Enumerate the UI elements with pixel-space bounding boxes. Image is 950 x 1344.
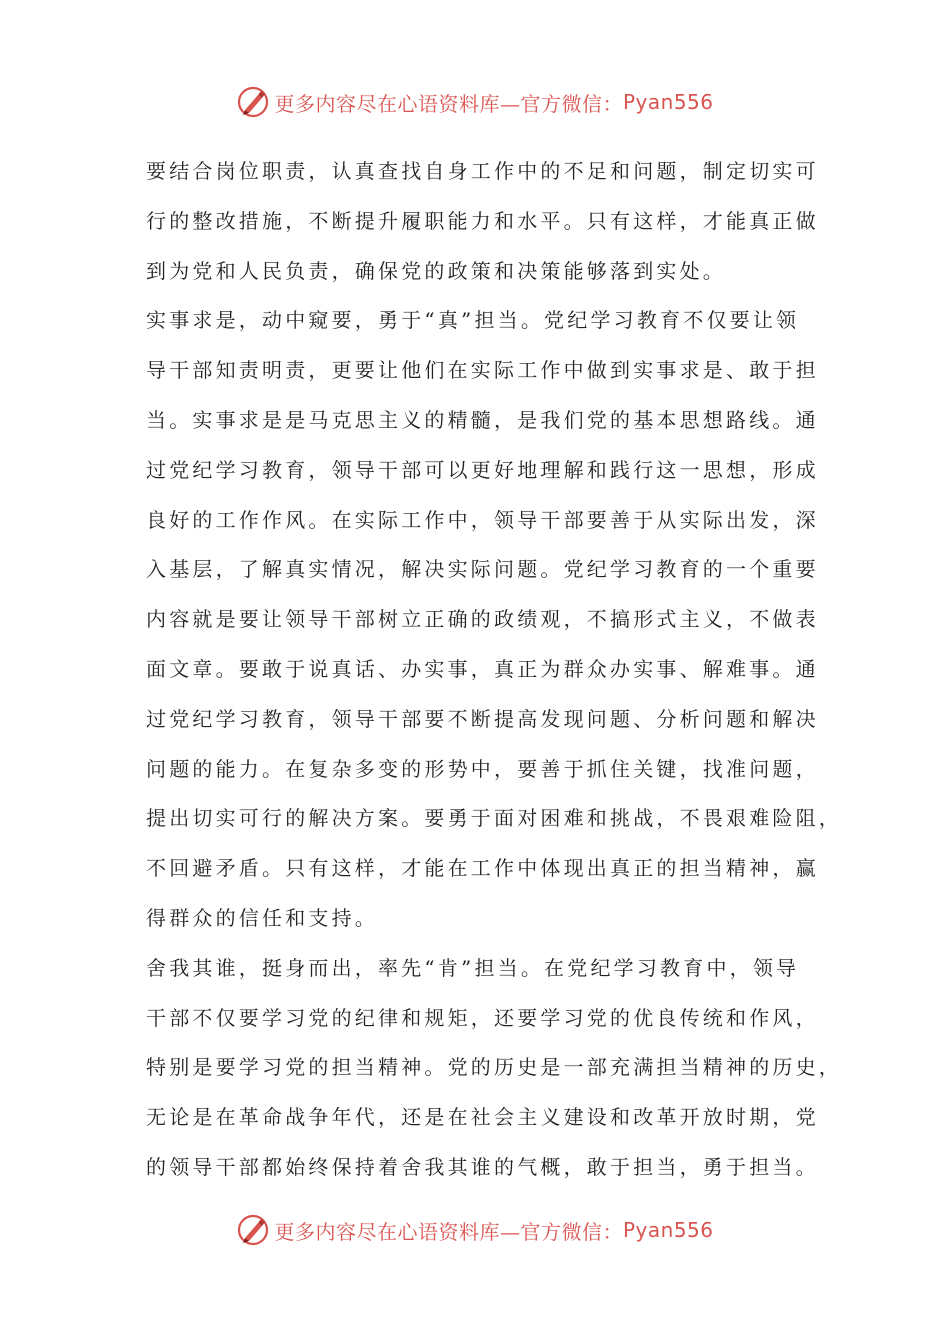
text-line: 导干部知责明责，更要让他们在实际工作中做到实事求是、敢于担 xyxy=(146,358,819,383)
text-line: 行的整改措施，不断提升履职能力和水平。只有这样，才能真正做 xyxy=(146,208,819,233)
text-line: 内容就是要让领导干部树立正确的政绩观，不搞形式主义，不做表 xyxy=(146,607,819,632)
text-line: 面文章。要敢于说真话、办实事，真正为群众办实事、解难事。通 xyxy=(146,656,819,681)
pen-seal-logo-icon xyxy=(236,1213,270,1247)
text-line: 实事求是，动中窥要，勇于“真”担当。党纪学习教育不仅要让领 xyxy=(146,308,800,333)
text-line: 到为党和人民负责，确保党的政策和决策能够落到实处。 xyxy=(146,258,726,283)
text-line: 入基层，了解真实情况，解决实际问题。党纪学习教育的一个重要 xyxy=(146,557,819,582)
text-line: 特别是要学习党的担当精神。党的历史是一部充满担当精神的历史， xyxy=(146,1055,842,1080)
text-line: 的领导干部都始终保持着舍我其谁的气概，敢于担当，勇于担当。 xyxy=(146,1154,819,1179)
text-line: 无论是在革命战争年代，还是在社会主义建设和改革开放时期，党 xyxy=(146,1105,819,1130)
text-line: 良好的工作作风。在实际工作中，领导干部要善于从实际出发，深 xyxy=(146,507,819,532)
watermark-wechat-id: Pyan556 xyxy=(622,1218,714,1242)
text-line: 舍我其谁，挺身而出，率先“肯”担当。在党纪学习教育中，领导 xyxy=(146,955,800,980)
text-line: 要结合岗位职责，认真查找自身工作中的不足和问题，制定切实可 xyxy=(146,159,819,183)
text-line: 不回避矛盾。只有这样，才能在工作中体现出真正的担当精神，赢 xyxy=(146,856,819,881)
text-line: 得群众的信任和支持。 xyxy=(146,905,378,930)
watermark-text: 更多内容尽在心语资料库—官方微信： xyxy=(274,91,623,116)
watermark-text: 更多内容尽在心语资料库—官方微信： xyxy=(274,1219,623,1244)
footer-watermark xyxy=(0,1210,950,1250)
text-line: 干部不仅要学习党的纪律和规矩，还要学习党的优良传统和作风， xyxy=(146,1005,819,1030)
text-line: 过党纪学习教育，领导干部要不断提高发现问题、分析问题和解决 xyxy=(146,706,819,731)
document-body xyxy=(146,147,842,1193)
pen-seal-logo-icon xyxy=(236,85,270,119)
header-watermark xyxy=(0,82,950,122)
text-line: 提出切实可行的解决方案。要勇于面对困难和挑战，不畏艰难险阻， xyxy=(146,806,842,831)
text-line: 当。实事求是是马克思主义的精髓，是我们党的基本思想路线。通 xyxy=(146,407,819,432)
watermark-wechat-id: Pyan556 xyxy=(622,90,714,114)
text-line: 过党纪学习教育，领导干部可以更好地理解和践行这一思想，形成 xyxy=(146,457,819,482)
text-line: 问题的能力。在复杂多变的形势中，要善于抓住关键，找准问题， xyxy=(146,756,819,781)
